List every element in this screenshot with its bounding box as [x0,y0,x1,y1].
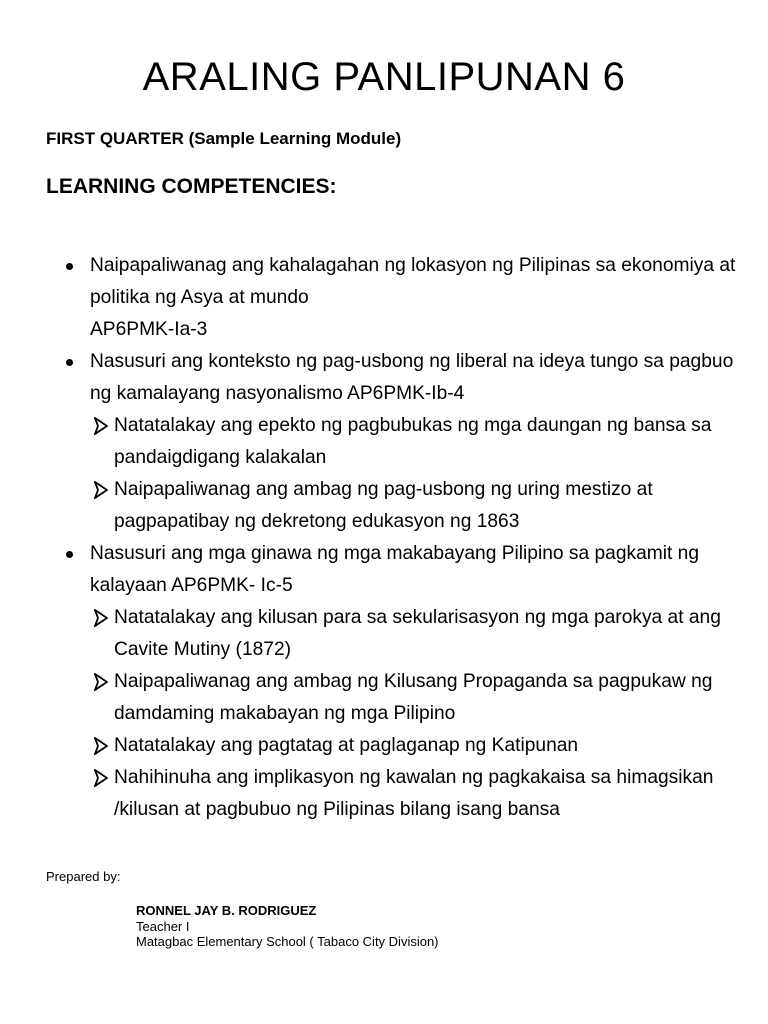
section-heading: LEARNING COMPETENCIES: [46,175,337,198]
bullet-icon [66,263,73,270]
arrowhead-bullet-icon [94,417,108,435]
arrowhead-bullet-icon [94,609,108,627]
competency-item [46,538,736,602]
arrowhead-bullet-icon [94,737,108,755]
arrowhead-bullet-icon [94,673,108,691]
competency-item [46,250,736,346]
arrowhead-bullet-icon [94,769,108,787]
competency-code: AP6PMK-Ia-3 [90,319,208,340]
competency-text: Nasusuri ang mga ginawa ng mga makabayang Pilipino sa pagkamit ng kalayaan AP6PMK- Ic-5 [90,543,700,596]
bullet-icon [66,551,73,558]
competency-text: Nasusuri ang konteksto ng pag-usbong ng liberal na ideya tungo sa pagbuo ng kamalayang nasyonalismo AP6PMK-Ib-4 [90,351,734,404]
author-school: Matagbac Elementary School ( Tabaco City Division) [136,934,439,949]
sub-competency-item [70,410,736,474]
sub-competency-text: Naipapaliwanag ang ambag ng Kilusang Propaganda sa pagpukaw ng damdaming makabayan ng mga Pilipino [114,671,713,724]
sub-competency-text: Natatalakay ang kilusan para sa sekularisasyon ng mga parokya at ang Cavite Mutiny (1872) [114,607,721,660]
signature-block [136,903,439,950]
competency-list [46,250,736,826]
bullet-icon [66,359,73,366]
sub-competency-item [70,602,736,666]
competency-item [46,346,736,410]
page-title: ARALING PANLIPUNAN 6 [142,55,626,99]
prepared-by-label: Prepared by: [46,869,121,884]
author-position: Teacher I [136,918,190,934]
sub-competency-item [70,762,736,826]
sub-competency-text: Naipapaliwanag ang ambag ng pag-usbong ng uring mestizo at pagpapatibay ng dekretong edukasyon ng 1863 [114,479,653,532]
sub-competency-text: Nahihinuha ang implikasyon ng kawalan ng pagkakaisa sa himagsikan /kilusan at pagbubuo ng Pilipinas bilang isang bansa [114,767,714,820]
sub-competency-item [70,474,736,538]
sub-competency-item [70,666,736,730]
module-subtitle: FIRST QUARTER (Sample Learning Module) [46,129,402,148]
sub-competency-text: Natatalakay ang epekto ng pagbubukas ng mga daungan ng bansa sa pandaigdigang kalakalan [114,415,712,468]
author-name: RONNEL JAY B. RODRIGUEZ [136,903,317,918]
competency-text: Naipapaliwanag ang kahalagahan ng lokasyon ng Pilipinas sa ekonomiya at politika ng Asya at mundo [90,255,736,308]
sub-competency-text: Natatalakay ang pagtatag at paglaganap ng Katipunan [114,735,579,756]
sub-competency-item [70,730,736,762]
arrowhead-bullet-icon [94,481,108,499]
